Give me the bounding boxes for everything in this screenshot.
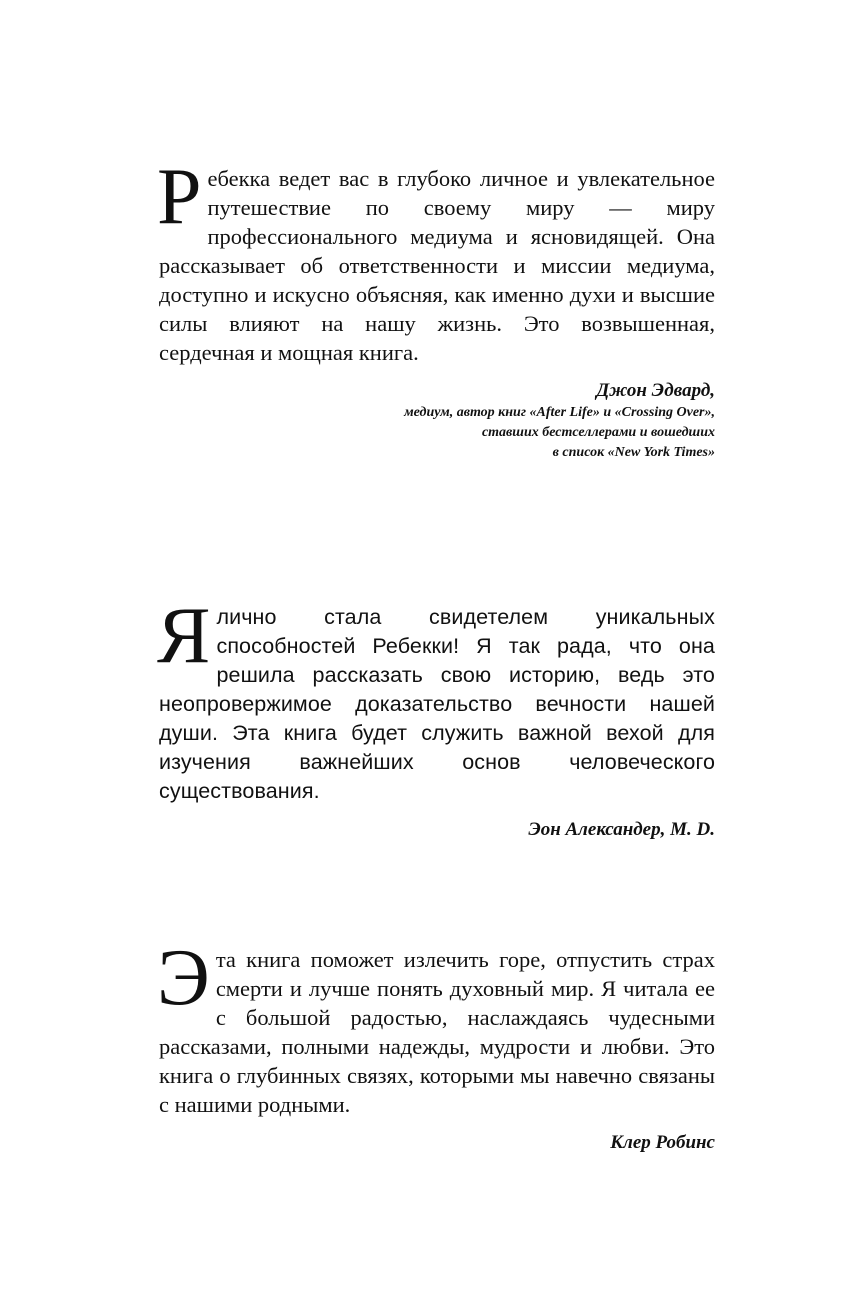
endorsement-body: та книга поможет излечить горе, отпустить страх смерти и лучше понять духовный мир. Я читала ее с большой радостью, наслаждаясь чудесными рассказами, полными надежды, мудрости и любви. Это книга о глубинных связях, которыми мы навечно связаны с нашими родными. [159,947,715,1117]
endorsement-text [157,153,715,367]
endorsement-claire-robins [157,934,715,1155]
author-name: Клер Робинс [610,1132,715,1153]
attribution [159,379,715,463]
endorsement-eben-alexander [157,592,715,842]
attribution [159,818,715,842]
drop-cap: Р [157,153,202,241]
author-description-line: ставших бестселлерами и вошедших [481,425,715,440]
endorsement-text [157,934,715,1119]
drop-cap: Я [157,592,211,680]
endorsement-john-edward [157,153,715,463]
author-description-line: медиум, автор книг «After Life» и «Crossing Over», [404,405,715,420]
author-description-line: в список «New York Times» [552,445,715,460]
endorsement-text [157,592,715,806]
attribution [159,1131,715,1155]
author-name: Джон Эдвард, [596,380,715,401]
endorsement-body: лично стала свидетелем уникальных способностей Ребекки! Я так рада, что она решила рассказать свою историю, ведь это неопровержимое доказательство вечности нашей души. Эта книга будет служить важной вехой для изучения важнейших основ человеческого существования. [159,605,715,803]
endorsement-body: ебекка ведет вас в глубоко личное и увлекательное путешествие по своему миру — миру профессионального медиума и ясновидящей. Она рассказывает об ответственности и миссии медиума, доступно и искусно объясняя, как именно духи и высшие силы влияют на нашу жизнь. Это возвышенная, сердечная и мощная книга. [159,166,715,365]
drop-cap: Э [157,934,210,1022]
author-name: Эон Александер, М. D. [528,819,715,840]
